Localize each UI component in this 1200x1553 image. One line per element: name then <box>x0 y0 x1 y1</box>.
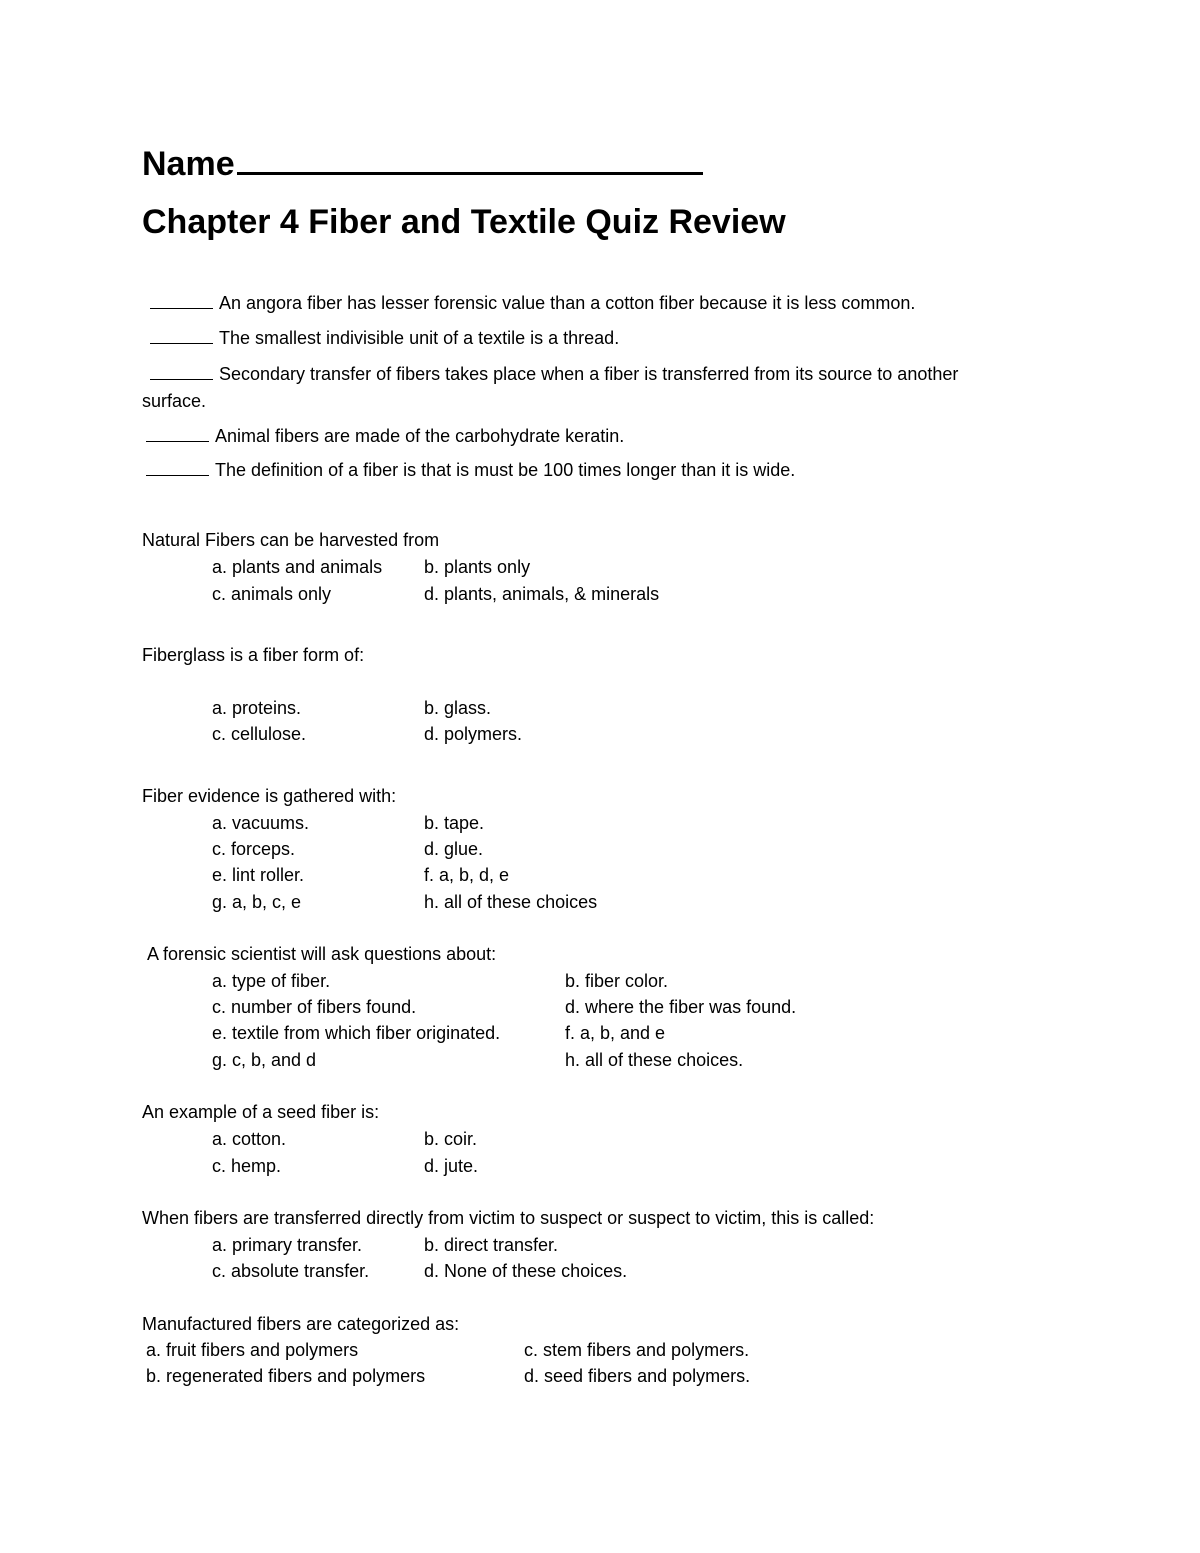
answer-option: b. regenerated fibers and polymers <box>146 1366 426 1386</box>
tf-statement-text: An angora fiber has lesser forensic value than a cotton fiber because it is less common. <box>219 293 916 313</box>
answer-option: a. primary transfer. <box>212 1235 363 1255</box>
answer-option: d. plants, animals, & minerals <box>424 584 660 604</box>
answer-option: a. cotton. <box>212 1129 287 1149</box>
answer-option: g. c, b, and d <box>212 1050 317 1070</box>
answer-blank <box>150 294 213 309</box>
question-prompt: A forensic scientist will ask questions about: <box>147 944 497 964</box>
name-label: Name <box>142 145 235 183</box>
answer-option: d. jute. <box>424 1156 479 1176</box>
tf-statement-3-continued: surface. <box>142 391 207 411</box>
answer-blank <box>146 461 209 476</box>
answer-option: c. cellulose. <box>212 724 307 744</box>
answer-option: b. direct transfer. <box>424 1235 559 1255</box>
answer-option: c. number of fibers found. <box>212 997 417 1017</box>
answer-option: d. seed fibers and polymers. <box>524 1366 751 1386</box>
page-title: Chapter 4 Fiber and Textile Quiz Review <box>142 203 786 241</box>
tf-statement-text: The definition of a fiber is that is must be 100 times longer than it is wide. <box>215 460 796 480</box>
answer-option: d. where the fiber was found. <box>565 997 797 1017</box>
tf-statement-text: Secondary transfer of fibers takes place when a fiber is transferred from its source to another <box>219 364 959 384</box>
tf-statement-2 <box>150 328 619 349</box>
answer-option: b. glass. <box>424 698 492 718</box>
question-prompt: An example of a seed fiber is: <box>142 1102 380 1122</box>
answer-option: b. tape. <box>424 813 485 833</box>
tf-statement-1 <box>150 293 915 314</box>
answer-option: a. fruit fibers and polymers <box>146 1340 359 1360</box>
answer-option: d. polymers. <box>424 724 523 744</box>
answer-option: c. hemp. <box>212 1156 282 1176</box>
answer-option: f. a, b, d, e <box>424 865 510 885</box>
answer-option: h. all of these choices. <box>565 1050 744 1070</box>
answer-option: a. plants and animals <box>212 557 383 577</box>
answer-option: a. type of fiber. <box>212 971 331 991</box>
answer-option: b. coir. <box>424 1129 478 1149</box>
answer-option: e. lint roller. <box>212 865 305 885</box>
answer-option: c. animals only <box>212 584 332 604</box>
name-field <box>142 144 703 184</box>
answer-option: g. a, b, c, e <box>212 892 302 912</box>
question-prompt: Natural Fibers can be harvested from <box>142 530 440 550</box>
question-prompt: Fiber evidence is gathered with: <box>142 786 397 806</box>
tf-statement-3 <box>150 364 958 385</box>
answer-option: a. vacuums. <box>212 813 310 833</box>
answer-option: e. textile from which fiber originated. <box>212 1023 501 1043</box>
question-prompt: When fibers are transferred directly from victim to suspect or suspect to victim, this is called: <box>142 1208 875 1228</box>
answer-option: c. stem fibers and polymers. <box>524 1340 750 1360</box>
question-prompt: Fiberglass is a fiber form of: <box>142 645 365 665</box>
name-blank-line <box>237 144 703 175</box>
answer-option: f. a, b, and e <box>565 1023 666 1043</box>
answer-blank <box>150 365 213 380</box>
tf-statement-4 <box>146 426 624 447</box>
tf-statement-5 <box>146 460 795 481</box>
question-prompt: Manufactured fibers are categorized as: <box>142 1314 460 1334</box>
answer-option: d. None of these choices. <box>424 1261 628 1281</box>
answer-option: c. absolute transfer. <box>212 1261 370 1281</box>
tf-statement-text: Animal fibers are made of the carbohydrate keratin. <box>215 426 625 446</box>
answer-blank <box>150 329 213 344</box>
tf-statement-text: The smallest indivisible unit of a textile is a thread. <box>219 328 620 348</box>
answer-option: b. plants only <box>424 557 531 577</box>
answer-option: d. glue. <box>424 839 484 859</box>
answer-option: h. all of these choices <box>424 892 598 912</box>
answer-option: a. proteins. <box>212 698 302 718</box>
answer-blank <box>146 427 209 442</box>
answer-option: b. fiber color. <box>565 971 669 991</box>
answer-option: c. forceps. <box>212 839 296 859</box>
